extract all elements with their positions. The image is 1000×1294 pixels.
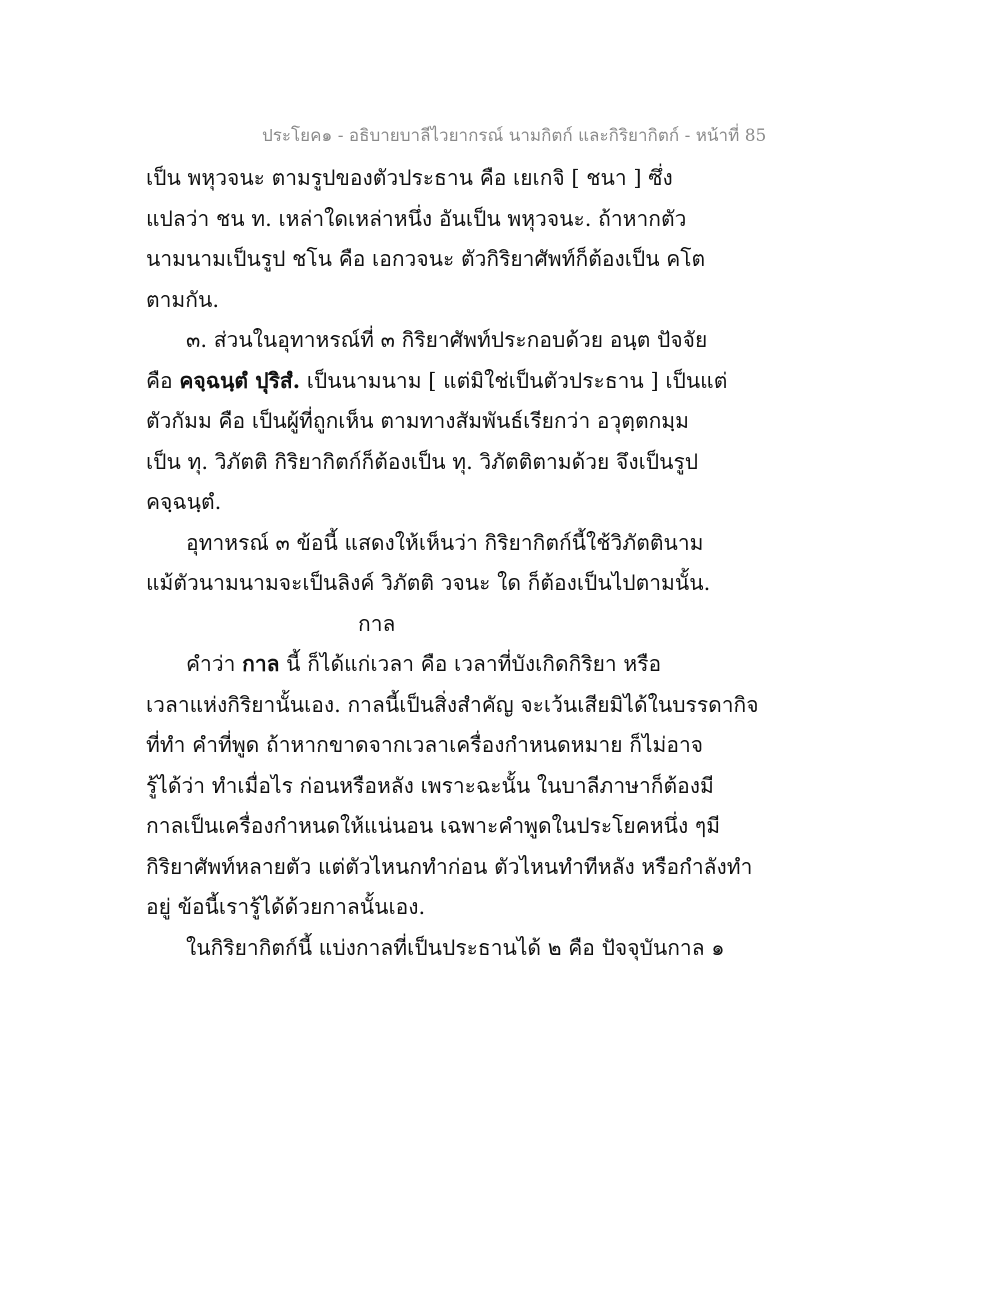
text-line: อยู่ ข้อนี้เรารู้ได้ด้วยกาลนั้นเอง. [146, 895, 426, 919]
text-line: เป็น ทุ. วิภัตติ กิริยากิตก์ก็ต้องเป็น ทุ. วิภัตติตามด้วย จึงเป็นรูป [146, 449, 699, 474]
text-line: กาลเป็นเครื่องกำหนดให้แน่นอน เฉพาะคำพูดในประโยคหนึ่ง ๆมี [146, 814, 721, 838]
body-text [146, 158, 759, 968]
bold-term: คจฺฉนฺตํ ปุริสํ. [179, 367, 301, 393]
text-line: คจฺฉนฺตํ. [146, 490, 222, 514]
paragraph-start-line: ในกิริยากิตก์นี้ แบ่งกาลที่เป็นประธานได้ ๒ คือ ปัจจุบันกาล ๑ [186, 935, 725, 960]
text-line [146, 361, 726, 402]
section-heading: กาล [358, 611, 396, 636]
text-line: รู้ได้ว่า ทำเมื่อไร ก่อนหรือหลัง เพราะฉะนั้น ในบาลีภาษาก็ต้องมี [146, 773, 714, 798]
text-line: แม้ตัวนามนามจะเป็นลิงค์ วิภัตติ วจนะ ใด ก็ต้องเป็นไปตามนั้น. [146, 571, 711, 595]
text-line: เวลาแห่งกิริยานั้นเอง. กาลนี้เป็นสิ่งสำคัญ จะเว้นเสียมิได้ในบรรดากิจ [146, 692, 759, 717]
text-span: นี้ ก็ได้แก่เวลา คือ เวลาที่บังเกิดกิริยา หรือ [279, 652, 662, 676]
text-line: ตัวกัมม คือ เป็นผู้ที่ถูกเห็น ตามทางสัมพันธ์เรียกว่า อวุตฺตกมฺม [146, 409, 689, 433]
page-header: ประโยค๑ - อธิบายบาลีไวยากรณ์ นามกิตก์ และกิริยากิตก์ - หน้าที่ 85 [262, 126, 767, 146]
text-line: ตามกัน. [146, 287, 220, 312]
text-line: เป็น พหุวจนะ ตามรูปของตัวประธาน คือ เยเกจิ [ ชนา ] ซึ่ง [146, 166, 673, 190]
paragraph-start-line: ๓. ส่วนในอุทาหรณ์ที่ ๓ กิริยาศัพท์ประกอบด้วย อนฺต ปัจจัย [186, 328, 708, 352]
text-line: นามนามเป็นรูป ชโน คือ เอกวจนะ ตัวกิริยาศัพท์ก็ต้องเป็น คโต [146, 247, 706, 271]
text-line: กิริยาศัพท์หลายตัว แต่ตัวไหนกทำก่อน ตัวไหนทำทีหลัง หรือกำลังทำ [146, 854, 753, 879]
text-line: แปลว่า ชน ท. เหล่าใดเหล่าหนึ่ง อันเป็น พหุวจนะ. ถ้าหากตัว [146, 206, 687, 231]
paragraph-start-line: อุทาหรณ์ ๓ ข้อนี้ แสดงให้เห็นว่า กิริยากิตก์นี้ใช้วิภัตตินาม [186, 530, 704, 555]
text-span: คำว่า [186, 652, 243, 676]
paragraph-start-line [146, 644, 726, 685]
text-line: ที่ทำ คำที่พูด ถ้าหากขาดจากเวลาเครื่องกำหนดหมาย ก็ไม่อาจ [146, 733, 704, 757]
bold-term: กาล [242, 651, 280, 676]
text-span: เป็นนามนาม [ แต่มิใช่เป็นตัวประธาน ] เป็นแต่ [300, 368, 728, 393]
text-span: คือ [146, 368, 180, 393]
